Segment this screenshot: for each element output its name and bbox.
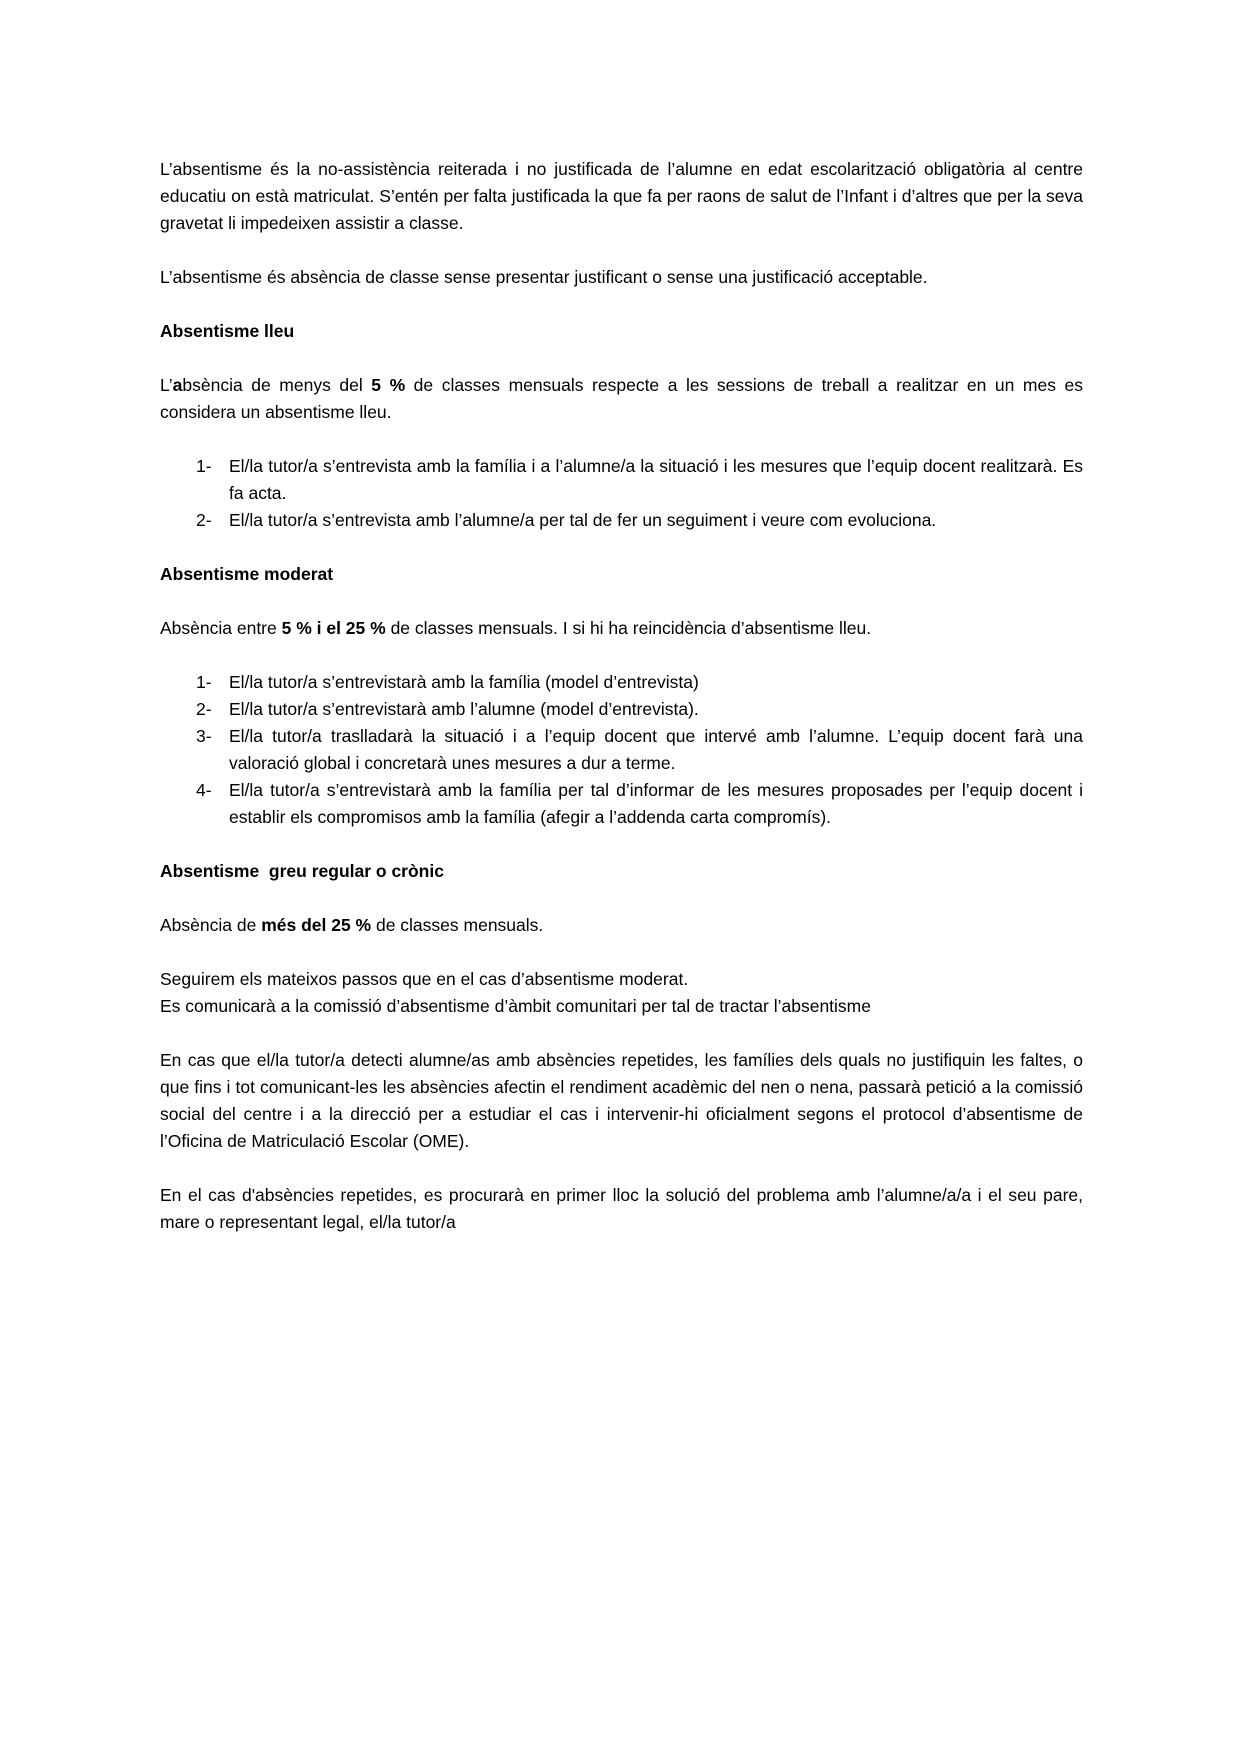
body-text: de classes mensuals. I si hi ha reincidència d’absentisme lleu. [385,618,872,638]
list-item-text [229,696,1083,723]
paragraph [160,264,1083,291]
body-text: Absència de [160,915,262,935]
body-text: L’absentisme és la no-assistència reiterada i no justificada de l’alumne en edat escolarització obligatòria al centre educatiu on està matriculat. S’entén per falta justificada la que fa per raons de salut de l’Infant i d’altres que per la seva gravetat li impedeixen assistir a classe. [160,159,1083,233]
bold-text: més del 25 % [261,915,372,935]
body-text: El/la tutor/a s’entrevistarà amb la família per tal d’informar de les mesures proposades per l’equip docent i establir els compromisos amb la família (afegir a l’addenda carta compromís). [229,780,1083,827]
list-item-marker: 1- [196,456,212,476]
body-text: Es comunicarà a la comissió d’absentisme d’àmbit comunitari per tal de tractar l’absentisme [160,996,871,1016]
section-heading: Absentisme greu regular o crònic [160,861,444,881]
paragraph [160,372,1083,426]
paragraph [160,1182,1083,1236]
list-item-marker: 2- [196,510,212,530]
bold-text: a [172,375,183,395]
list-item [160,777,1083,831]
body-text: El/la tutor/a s’entrevistarà amb la família (model d’entrevista) [229,672,699,692]
list-item-text [229,453,1083,507]
list-item-text [229,669,1083,696]
body-text: L’absentisme és absència de classe sense presentar justificant o sense una justificació acceptable. [160,267,928,287]
paragraph [160,615,1083,642]
body-text: El/la tutor/a s’entrevista amb l’alumne/a per tal de fer un seguiment i veure com evoluciona. [229,510,937,530]
body-text: de classes mensuals respecte a les sessions de treball a realitzar en un mes es considera un absentisme lleu. [160,375,1083,422]
paragraph [160,156,1083,237]
body-text: En cas que el/la tutor/a detecti alumne/as amb absències repetides, les famílies dels quals no justifiquin les faltes, o que fins i tot comunicant-les les absències afectin el rendiment acadèmic del nen o nena, passarà petició a la comissió social del centre i a la direcció per a estudiar el cas i intervenir-hi oficialment segons el protocol d’absentisme de l’Oficina de Matriculació Escolar (OME). [160,1050,1083,1151]
body-text: El/la tutor/a s’entrevistarà amb l’alumne (model d’entrevista). [229,699,699,719]
list-item [160,669,1083,696]
list-item-marker: 1- [196,672,212,692]
list-item [160,453,1083,507]
body-text: En el cas d'absències repetides, es procurarà en primer lloc la solució del problema amb l’alumne/a/a i el seu pare, mare o representant legal, el/la tutor/a [160,1185,1083,1232]
numbered-list [160,453,1083,534]
numbered-list [160,669,1083,831]
body-text: El/la tutor/a traslladarà la situació i a l’equip docent que intervé amb l’alumne. L’equip docent farà una valoració global i concretarà unes mesures a dur a terme. [229,726,1083,773]
body-text: L’ [160,375,173,395]
body-text: Absència entre [160,618,282,638]
body-text: El/la tutor/a s’entrevista amb la família i a l’alumne/a la situació i les mesures que l’equip docent realitzarà. Es fa acta. [229,456,1083,503]
list-item-marker: 2- [196,699,212,719]
section-heading: Absentisme lleu [160,321,295,341]
list-item [160,507,1083,534]
list-item [160,696,1083,723]
bold-text: 5 % i el 25 % [281,618,386,638]
list-item-marker: 4- [196,780,212,800]
document-body [160,156,1083,1236]
body-text: de classes mensuals. [371,915,544,935]
list-item [160,723,1083,777]
list-item-marker: 3- [196,726,212,746]
paragraph [160,1047,1083,1155]
bold-text: 5 % [371,375,406,395]
list-item-text [229,777,1083,831]
paragraph [160,912,1083,939]
section-heading: Absentisme moderat [160,564,334,584]
body-text: Seguirem els mateixos passos que en el cas d’absentisme moderat. [160,969,689,989]
paragraph [160,966,1083,1020]
list-item-text [229,507,1083,534]
list-item-text [229,723,1083,777]
body-text: bsència de menys del [182,375,372,395]
